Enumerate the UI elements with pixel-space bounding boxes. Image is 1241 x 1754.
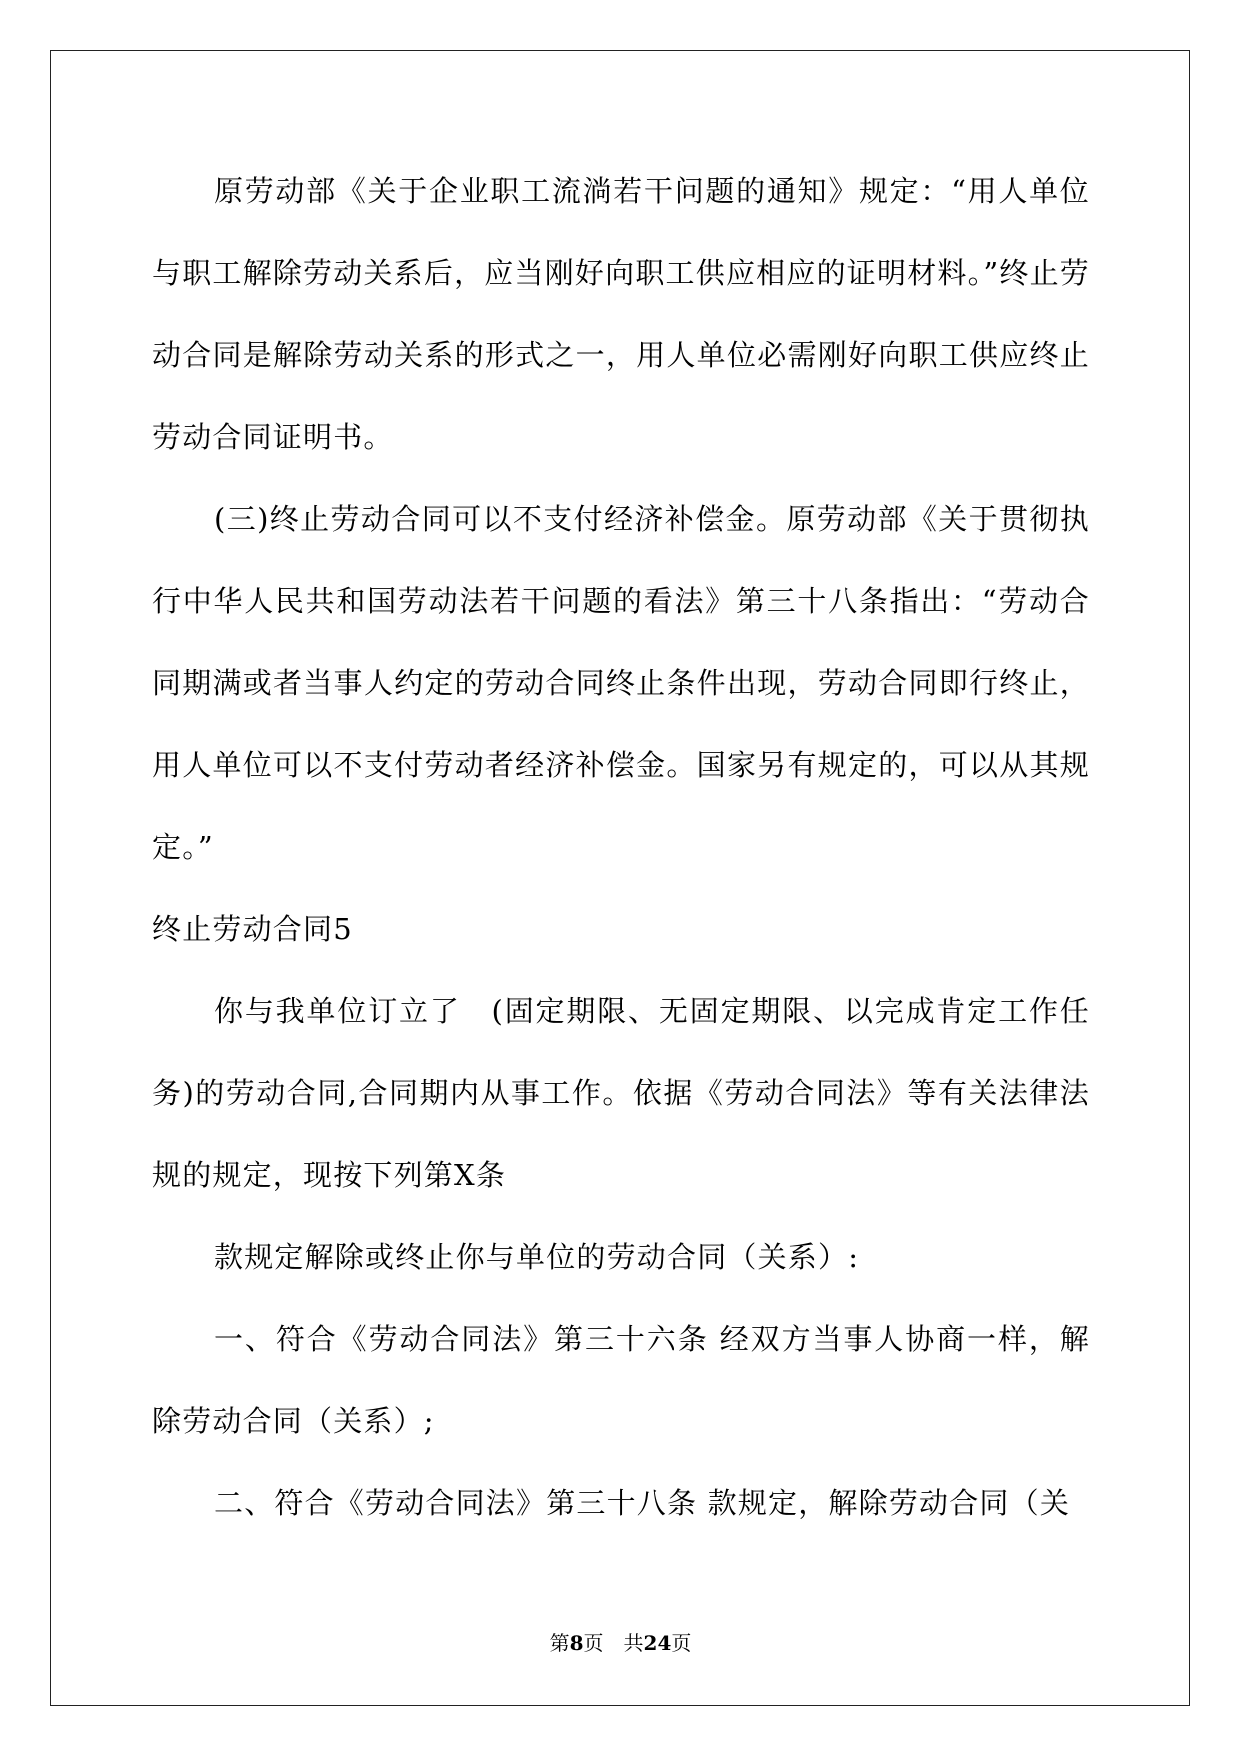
total-pages: 24: [643, 1631, 672, 1655]
total-prefix: 共: [623, 1631, 644, 1655]
page-suffix: 页: [583, 1631, 604, 1655]
paragraph-economic-compensation: (三)终止劳动合同可以不支付经济补偿金。原劳动部《关于贯彻执行中华人民共和国劳动法若干问题的看法》第三十八条指出：“劳动合同期满或者当事人约定的劳动合同终止条件出现，劳动合同即行终止，用人单位可以不支付劳动者经济补偿金。国家另有规定的，可以从其规定。”: [152, 502, 1090, 864]
paragraph-item-one: 一、符合《劳动合同法》第三十六条 经双方当事人协商一样，解除劳动合同（关系）;: [152, 1322, 1090, 1438]
paragraph-contract-intro: 你与我单位订立了 (固定期限、无固定期限、以完成肯定工作任务)的劳动合同,合同期内从事工作。依据《劳动合同法》等有关法律法规的规定，现按下列第X条: [152, 994, 1090, 1192]
paragraph-termination-clause: 款规定解除或终止你与单位的劳动合同（关系）:: [214, 1240, 860, 1274]
page-prefix: 第: [549, 1631, 570, 1655]
page-footer: [0, 1627, 1241, 1656]
total-suffix: 页: [671, 1631, 692, 1655]
page-number: 8: [569, 1631, 584, 1655]
paragraph-item-two: 二、符合《劳动合同法》第三十八条 款规定，解除劳动合同（关: [214, 1486, 1071, 1520]
document-body: [152, 150, 1090, 1544]
section-heading: 终止劳动合同5: [152, 912, 353, 946]
paragraph-certificate-requirement: 原劳动部《关于企业职工流淌若干问题的通知》规定：“用人单位与职工解除劳动关系后，应当刚好向职工供应相应的证明材料。”终止劳动合同是解除劳动关系的形式之一，用人单位必需刚好向职工供应终止劳动合同证明书。: [152, 174, 1090, 454]
